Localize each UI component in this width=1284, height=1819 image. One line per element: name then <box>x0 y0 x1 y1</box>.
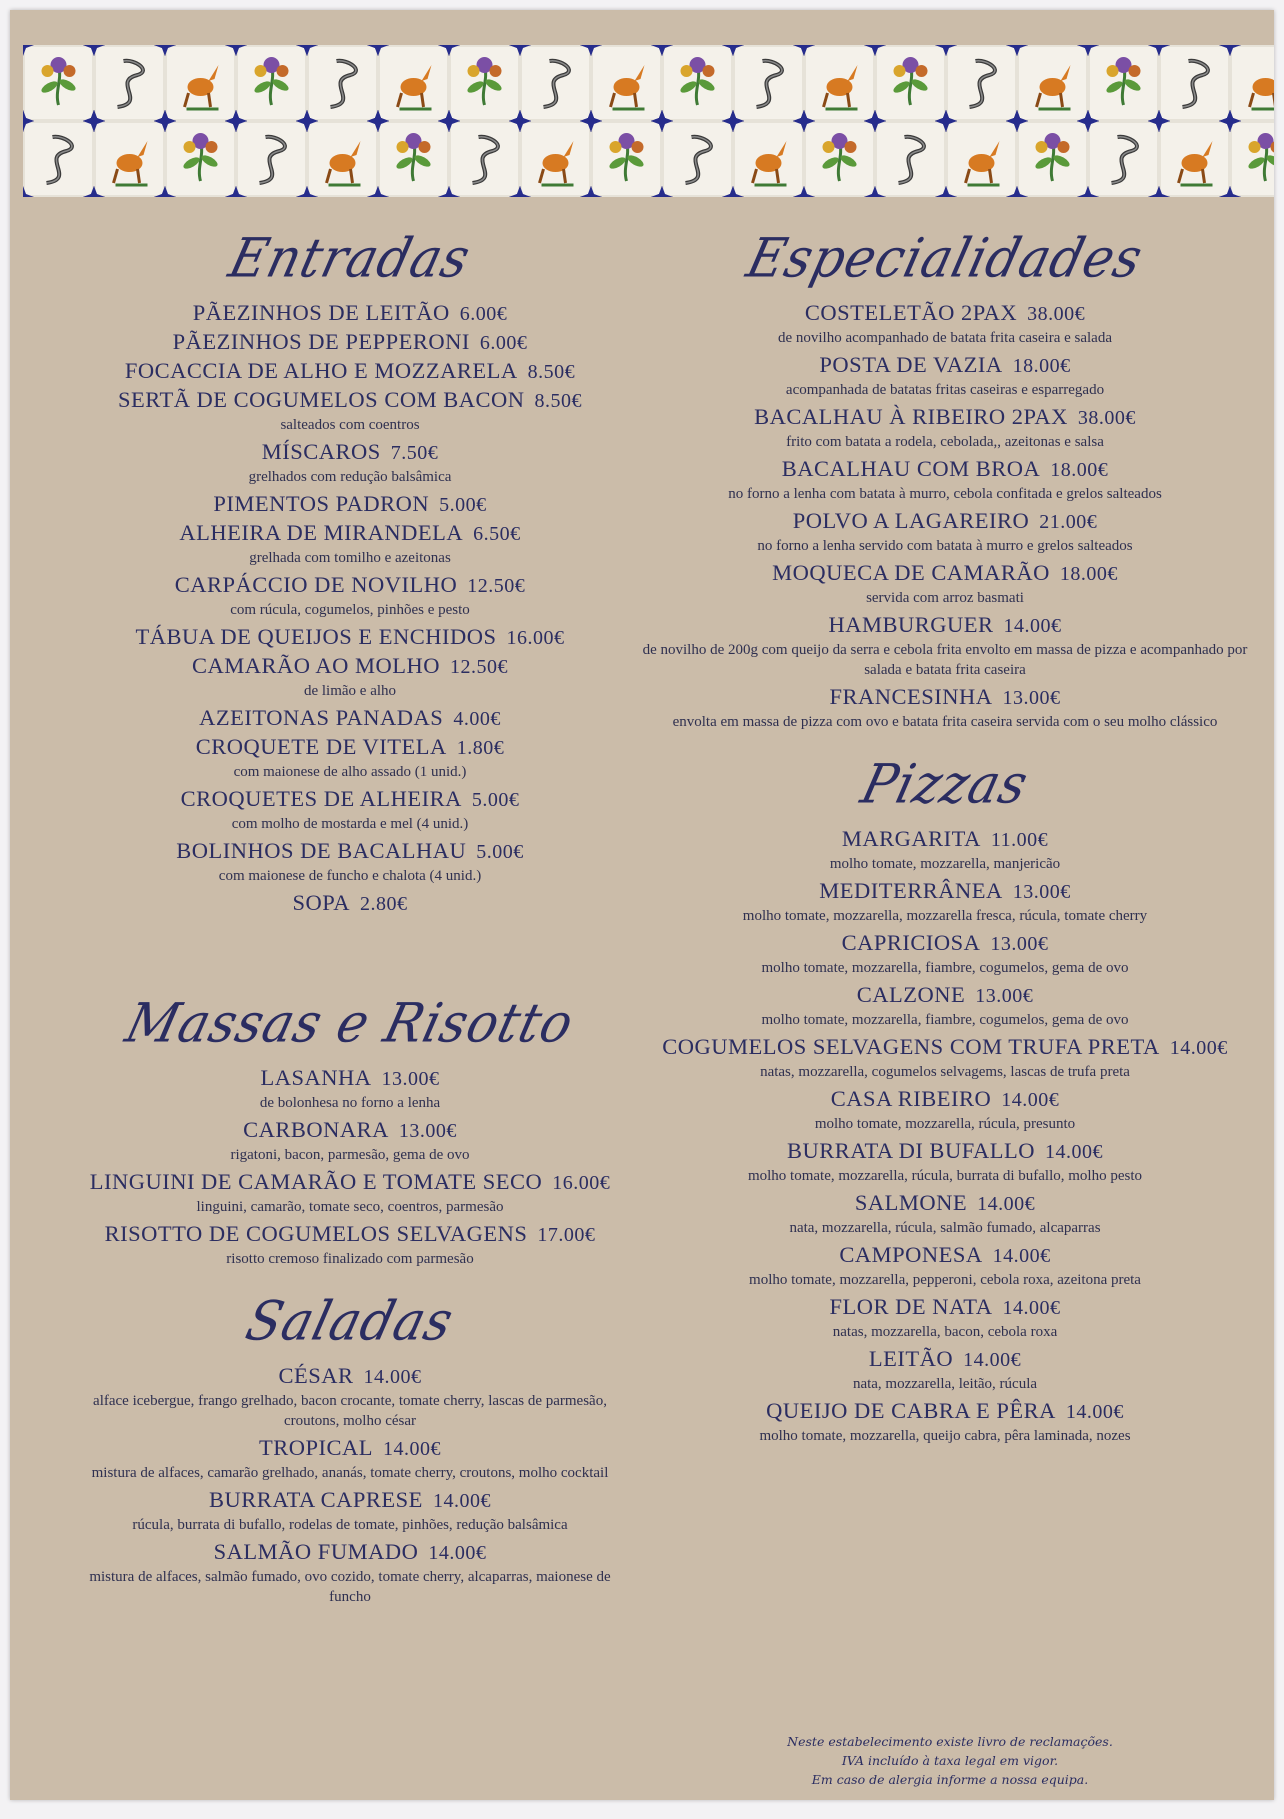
item-price: 13.00€ <box>381 1068 440 1090</box>
menu-item <box>625 1241 1265 1270</box>
item-description: com maionese de alho assado (1 unid.) <box>233 764 467 780</box>
menu-item <box>70 299 630 328</box>
item-name: PÃEZINHOS DE LEITÃO <box>192 300 450 325</box>
menu-item <box>625 559 1265 588</box>
item-description: molho tomate, mozzarella, pepperoni, cebola roxa, azeitona preta <box>749 1272 1141 1288</box>
menu-item <box>70 328 630 357</box>
menu-item <box>70 357 630 386</box>
item-description: nata, mozzarella, rúcula, salmão fumado, alcaparras <box>789 1220 1101 1236</box>
item-price: 16.00€ <box>552 1172 611 1194</box>
item-description: molho tomate, mozzarella, queijo cabra, pêra laminada, nozes <box>759 1428 1131 1444</box>
item-price: 14.00€ <box>1065 1401 1124 1423</box>
item-price: 14.00€ <box>1001 1089 1060 1111</box>
item-name: COSTELETÃO 2PAX <box>804 300 1018 325</box>
item-description: servida com arroz basmati <box>866 590 1024 606</box>
left-column <box>70 217 630 1610</box>
item-description: molho tomate, mozzarella, mozzarella fresca, rúcula, tomate cherry <box>742 908 1148 924</box>
item-price: 14.00€ <box>963 1349 1022 1371</box>
item-price: 2.80€ <box>359 893 408 915</box>
item-name: CROQUETE DE VITELA <box>195 734 447 759</box>
notice-complaints: Neste estabelecimento existe livro de reclamações. <box>787 1734 1113 1749</box>
item-name: PÃEZINHOS DE PEPPERONI <box>172 329 470 354</box>
item-price: 14.00€ <box>428 1542 487 1564</box>
tile-pattern <box>23 45 1274 197</box>
menu-item <box>70 1116 630 1145</box>
menu-item <box>70 1362 630 1391</box>
item-price: 14.00€ <box>1003 615 1062 637</box>
item-description: mistura de alfaces, salmão fumado, ovo cozido, tomate cherry, alcaparras, maionese de funcho <box>89 1569 611 1605</box>
item-description: molho tomate, mozzarella, rúcula, presunto <box>814 1116 1076 1132</box>
menu-item <box>625 1293 1265 1322</box>
menu-item <box>625 929 1265 958</box>
menu-item <box>70 571 630 600</box>
item-price: 12.50€ <box>450 656 509 678</box>
item-name: TROPICAL <box>258 1435 373 1460</box>
item-name: BURRATA CAPRESE <box>209 1487 423 1512</box>
item-price: 8.50€ <box>527 361 576 383</box>
item-name: CAPRICIOSA <box>841 930 981 955</box>
item-description: frito com batata a rodela, cebolada,, azeitonas e salsa <box>786 434 1104 450</box>
item-description: natas, mozzarella, bacon, cebola roxa <box>832 1324 1058 1340</box>
entradas-list <box>70 299 630 918</box>
item-price: 5.00€ <box>471 789 520 811</box>
item-name: CARBONARA <box>243 1117 389 1142</box>
item-name: CARPÁCCIO DE NOVILHO <box>174 572 458 597</box>
menu-item <box>625 1189 1265 1218</box>
menu-item <box>70 438 630 467</box>
menu-item <box>70 704 630 733</box>
item-description: natas, mozzarella, cogumelos selvagems, lascas de trufa preta <box>760 1064 1130 1080</box>
item-description: com molho de mostarda e mel (4 unid.) <box>231 816 469 832</box>
menu-item <box>625 403 1265 432</box>
item-name: MÍSCAROS <box>261 439 381 464</box>
notice-allergy: Em caso de alergia informe a nossa equipa. <box>811 1772 1089 1787</box>
menu-item <box>625 1137 1265 1166</box>
menu-item <box>625 825 1265 854</box>
item-price: 5.00€ <box>476 841 524 863</box>
item-name: BACALHAU À RIBEIRO 2PAX <box>754 404 1068 429</box>
item-name: FRANCESINHA <box>829 684 993 709</box>
item-name: ALHEIRA DE MIRANDELA <box>179 520 464 545</box>
item-name: MEDITERRÂNEA <box>819 878 1003 903</box>
item-description: molho tomate, mozzarella, fiambre, cogumelos, gema de ovo <box>761 960 1129 976</box>
item-name: LASANHA <box>260 1065 372 1090</box>
item-name: CASA RIBEIRO <box>830 1086 992 1111</box>
item-name: BACALHAU COM BROA <box>781 456 1041 481</box>
item-name: SOPA <box>292 890 350 915</box>
item-description: rúcula, burrata di bufallo, rodelas de tomate, pinhões, redução balsâmica <box>132 1517 568 1533</box>
menu-item <box>70 889 630 918</box>
item-name: COGUMELOS SELVAGENS COM TRUFA PRETA <box>662 1034 1160 1059</box>
item-price: 14.00€ <box>1045 1141 1104 1163</box>
item-description: no forno a lenha com batata à murro, cebola confitada e grelos salteados <box>728 486 1162 502</box>
azulejo-tile-band <box>23 45 1274 197</box>
item-description: molho tomate, mozzarella, manjericão <box>829 856 1061 872</box>
item-description: com rúcula, cogumelos, pinhões e pesto <box>230 602 470 618</box>
item-price: 12.50€ <box>467 575 526 597</box>
item-description: grelhada com tomilho e azeitonas <box>249 550 451 566</box>
item-price: 38.00€ <box>1027 303 1086 325</box>
item-price: 14.00€ <box>432 1490 491 1512</box>
menu-item <box>625 611 1265 640</box>
item-description: de novilho acompanhado de batata frita caseira e salada <box>777 330 1112 346</box>
item-description: molho tomate, mozzarella, rúcula, burrata di bufallo, molho pesto <box>747 1168 1143 1184</box>
item-description: mistura de alfaces, camarão grelhado, ananás, tomate cherry, croutons, molho cocktail <box>91 1465 609 1481</box>
item-description: molho tomate, mozzarella, fiambre, cogumelos, gema de ovo <box>761 1012 1129 1028</box>
menu-item <box>70 519 630 548</box>
item-price: 7.50€ <box>390 442 439 464</box>
menu-item <box>625 299 1265 328</box>
item-price: 18.00€ <box>1059 563 1118 585</box>
menu-item <box>625 351 1265 380</box>
item-price: 14.00€ <box>1002 1297 1061 1319</box>
item-description: com maionese de funcho e chalota (4 unid.) <box>218 868 482 884</box>
item-description: grelhados com redução balsâmica <box>248 469 452 485</box>
item-description: acompanhada de batatas fritas caseiras e esparregado <box>785 382 1105 398</box>
pizzas-list <box>625 825 1265 1446</box>
item-price: 11.00€ <box>990 829 1049 851</box>
menu-item <box>70 652 630 681</box>
menu-item <box>70 1220 630 1249</box>
notice-vat: IVA incluído à taxa legal em vigor. <box>841 1753 1059 1768</box>
item-price: 38.00€ <box>1077 407 1136 429</box>
item-name: SERTÃ DE COGUMELOS COM BACON <box>118 387 525 412</box>
item-price: 21.00€ <box>1039 511 1098 533</box>
menu-item <box>70 1434 630 1463</box>
item-name: POLVO A LAGAREIRO <box>792 508 1030 533</box>
item-price: 13.00€ <box>1012 881 1071 903</box>
item-name: SALMONE <box>854 1190 968 1215</box>
item-name: HAMBURGUER <box>828 612 994 637</box>
menu-item <box>70 1486 630 1515</box>
item-name: BOLINHOS DE BACALHAU <box>176 838 467 863</box>
item-name: RISOTTO DE COGUMELOS SELVAGENS <box>104 1221 528 1246</box>
item-price: 1.80€ <box>456 737 505 759</box>
item-price: 14.00€ <box>977 1193 1036 1215</box>
item-name: SALMÃO FUMADO <box>213 1539 419 1564</box>
section-title-saladas: Saladas <box>240 1289 460 1353</box>
item-price: 6.00€ <box>459 303 508 325</box>
item-name: CALZONE <box>856 982 966 1007</box>
item-price: 14.00€ <box>363 1366 422 1388</box>
item-name: QUEIJO DE CABRA E PÊRA <box>766 1398 1056 1423</box>
item-name: FOCACCIA DE ALHO E MOZZARELA <box>124 358 518 383</box>
menu-item <box>70 490 630 519</box>
legal-notice <box>710 1732 1190 1789</box>
item-price: 6.50€ <box>473 523 521 545</box>
item-description: alface icebergue, frango grelhado, bacon crocante, tomate cherry, lascas de parmesão, croutons, molho césar <box>93 1393 607 1429</box>
menu-item <box>625 877 1265 906</box>
item-description: linguini, camarão, tomate seco, coentros, parmesão <box>196 1199 504 1215</box>
item-price: 4.00€ <box>453 708 501 730</box>
item-name: BURRATA DI BUFALLO <box>786 1138 1036 1163</box>
item-description: no forno a lenha servido com batata à murro e grelos salteados <box>757 538 1133 554</box>
item-price: 5.00€ <box>439 494 487 516</box>
menu-item <box>70 386 630 415</box>
item-price: 14.00€ <box>1169 1037 1228 1059</box>
menu-item <box>70 785 630 814</box>
item-name: AZEITONAS PANADAS <box>199 705 444 730</box>
item-name: CÉSAR <box>278 1363 354 1388</box>
item-name: MOQUECA DE CAMARÃO <box>772 560 1050 585</box>
item-name: CAMPONESA <box>839 1242 983 1267</box>
item-price: 6.00€ <box>479 332 528 354</box>
item-price: 13.00€ <box>975 985 1034 1007</box>
item-name: POSTA DE VAZIA <box>819 352 1003 377</box>
item-price: 13.00€ <box>1002 687 1061 709</box>
item-price: 18.00€ <box>1050 459 1109 481</box>
item-name: MARGARITA <box>841 826 981 851</box>
menu-item <box>70 733 630 762</box>
item-price: 13.00€ <box>990 933 1049 955</box>
section-title-especialidades: Especialidades <box>740 226 1150 290</box>
menu-item <box>625 1397 1265 1426</box>
menu-item <box>70 1064 630 1093</box>
item-description: de bolonhesa no forno a lenha <box>259 1095 441 1111</box>
right-column <box>625 217 1265 1449</box>
item-name: LINGUINI DE CAMARÃO E TOMATE SECO <box>89 1169 543 1194</box>
item-name: PIMENTOS PADRON <box>213 491 430 516</box>
menu-item <box>70 1538 630 1567</box>
especialidades-list <box>625 299 1265 732</box>
item-description: envolta em massa de pizza com ovo e batata frita caseira servida com o seu molho clássico <box>672 714 1218 730</box>
item-name: TÁBUA DE QUEIJOS E ENCHIDOS <box>135 624 497 649</box>
saladas-list <box>70 1362 630 1607</box>
item-name: FLOR DE NATA <box>829 1294 993 1319</box>
menu-sheet <box>10 10 1274 1800</box>
menu-item <box>70 1168 630 1197</box>
menu-item <box>625 1085 1265 1114</box>
item-price: 18.00€ <box>1012 355 1071 377</box>
menu-item <box>625 455 1265 484</box>
item-description: de limão e alho <box>303 683 397 699</box>
item-description: nata, mozzarella, leitão, rúcula <box>852 1376 1038 1392</box>
item-name: CAMARÃO AO MOLHO <box>191 653 441 678</box>
item-price: 17.00€ <box>537 1224 596 1246</box>
section-title-massas: Massas e Risotto <box>119 991 581 1055</box>
item-price: 13.00€ <box>398 1120 457 1142</box>
item-description: risotto cremoso finalizado com parmesão <box>226 1251 474 1267</box>
item-description: salteados com coentros <box>280 417 420 433</box>
menu-item <box>625 1345 1265 1374</box>
item-price: 8.50€ <box>534 390 582 412</box>
item-price: 16.00€ <box>506 627 565 649</box>
menu-item <box>625 683 1265 712</box>
item-name: LEITÃO <box>868 1346 954 1371</box>
menu-item <box>625 507 1265 536</box>
section-title-pizzas: Pizzas <box>855 752 1035 816</box>
menu-item <box>625 1033 1265 1062</box>
massas-list <box>70 1064 630 1269</box>
menu-item <box>625 981 1265 1010</box>
item-name: CROQUETES DE ALHEIRA <box>180 786 462 811</box>
item-description: de novilho de 200g com queijo da serra e cebola frita envolto em massa de pizza e acompanhado por salada e batata frita caseira <box>642 642 1248 678</box>
item-price: 14.00€ <box>992 1245 1051 1267</box>
item-price: 14.00€ <box>383 1438 441 1460</box>
section-title-entradas: Entradas <box>223 226 477 290</box>
item-description: rigatoni, bacon, parmesão, gema de ovo <box>230 1147 470 1163</box>
menu-item <box>70 623 630 652</box>
menu-item <box>70 837 630 866</box>
